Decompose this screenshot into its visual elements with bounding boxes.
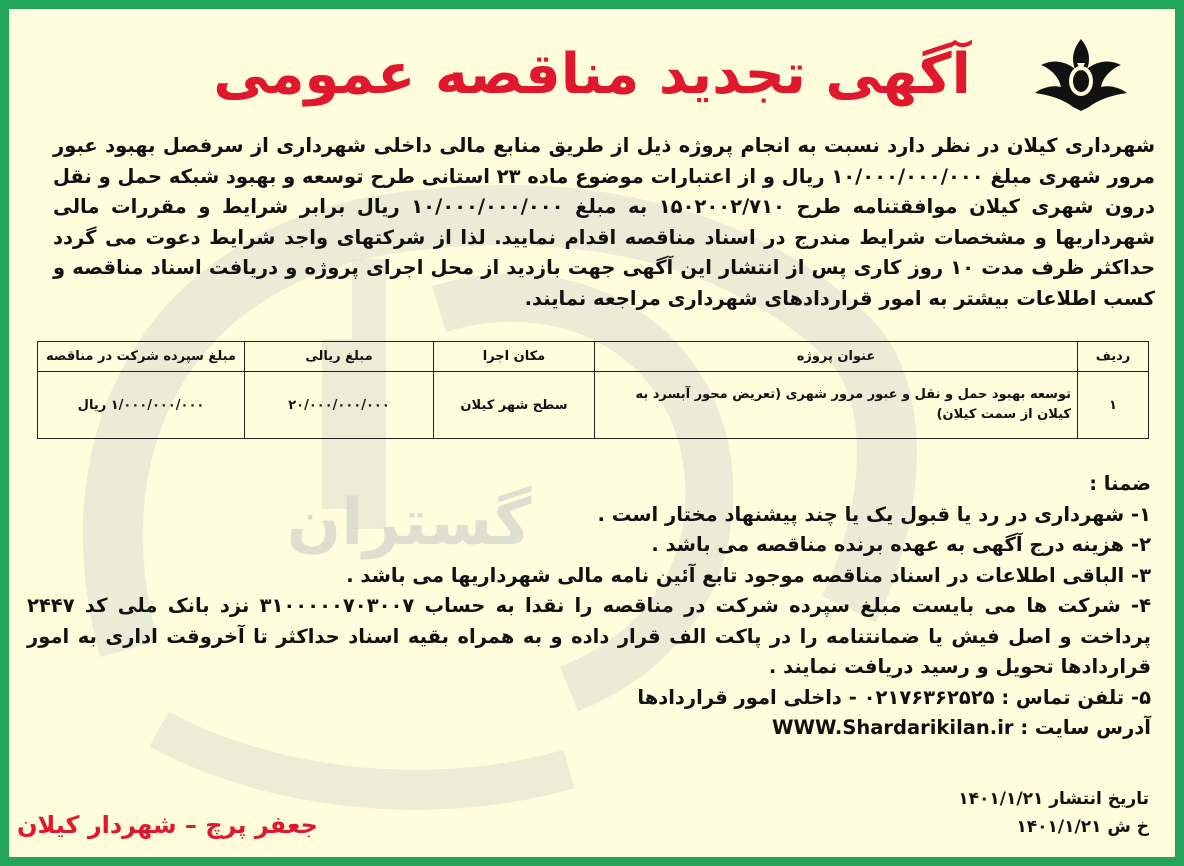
notice-page <box>9 9 1175 857</box>
cell-project-title: توسعه بهبود حمل و نقل و عبور مرور شهری (تعریض محور آبسرد به کیلان از سمت کیلان) <box>595 372 1078 439</box>
tender-table <box>37 341 1149 439</box>
website-label: آدرس سایت : <box>1020 716 1151 739</box>
watermark-text: گستران <box>286 486 532 560</box>
note-item-3: ۳- الباقی اطلاعات در اسناد مناقصه موجود تابع آئین نامه مالی شهرداریها می باشد . <box>346 563 1151 587</box>
cell-amount: ۲۰/۰۰۰/۰۰۰/۰۰۰ <box>245 372 434 439</box>
note-item-5: ۵- تلفن تماس : ۰۲۱۷۶۳۶۲۵۲۵ - داخلی امور قراردادها <box>637 685 1151 709</box>
table-row <box>38 372 1149 439</box>
reference-number: خ ش ۱۴۰۱/۱/۲۱ <box>1016 817 1149 837</box>
col-location-header: مکان اجرا <box>434 342 595 372</box>
cell-deposit: ۱/۰۰۰/۰۰۰/۰۰۰ ریال <box>38 372 245 439</box>
col-deposit-header: مبلغ سپرده شرکت در مناقصه <box>38 342 245 372</box>
notice-title: آگهی تجدید مناقصه عمومی <box>213 42 971 107</box>
note-item-1: ۱- شهرداری در رد یا قبول یک یا چند پیشنهاد مختار است . <box>597 502 1151 526</box>
cell-row-number: ۱ <box>1078 372 1149 439</box>
note-item-4: ۴- شرکت ها می بایست مبلغ سپرده شرکت در مناقصه را نقدا به حساب ۳۱۰۰۰۰۰۷۰۳۰۰۷ نزد بانک ملی کد ۲۴۴۷ پرداخت و اصل فیش یا ضمانتنامه را در پاکت الف قرار داده و به همراه بقیه اسناد حداکثر تا آخروقت اداری به امور قراردادها تحویل و رسید دریافت نمایند . <box>27 594 1152 678</box>
notes-section <box>27 469 1151 744</box>
col-row-header: ردیف <box>1078 342 1149 372</box>
col-amount-header: مبلغ ریالی <box>245 342 434 372</box>
publication-info <box>958 785 1149 841</box>
website-link[interactable]: WWW.Shardarikilan.ir <box>771 716 1014 739</box>
table-header-row <box>38 342 1149 372</box>
intro-paragraph: شهرداری کیلان در نظر دارد نسبت به انجام پروژه ذیل از طریق منابع مالی داخلی شهرداری از سرفصل بهبود عبور مرور شهری مبلغ ۱۰/۰۰۰/۰۰۰/۰۰۰ ریال و از اعتبارات موضوع ماده ۲۳ استانی طرح توسعه و بهبود شبکه حمل و نقل درون شهری کیلان موافقتنامه طرح ۱۵۰۲۰۰۲/۷۱۰ به مبلغ ۱۰/۰۰۰/۰۰۰/۰۰۰ ریال برابر شرایط و مقررات مالی شهرداریها و مشخصات شرایط مندرج در اسناد مناقصه اقدام نمایید. لذا از شرکتهای واجد شرایط دعوت می گردد حداکثر ظرف مدت ۱۰ روز کاری پس از انتشار این آگهی جهت بازدید از محل اجرای پروژه و دریافت اسناد مناقصه و کسب اطلاعات بیشتر به امور قراردادهای شهرداری مراجعه نمایند. <box>53 134 1155 310</box>
col-project-header: عنوان پروژه <box>595 342 1078 372</box>
website-line <box>27 713 1151 744</box>
note-item-2: ۲- هزینه درج آگهی به عهده برنده مناقصه می باشد . <box>651 533 1151 556</box>
mayor-signature: جعفر پرچ – شهردار کیلان <box>17 811 318 839</box>
cell-location: سطح شهر کیلان <box>434 372 595 439</box>
publish-date: تاریخ انتشار ۱۴۰۱/۱/۲۱ <box>958 789 1149 809</box>
notes-heading: ضمنا : <box>1089 472 1151 495</box>
